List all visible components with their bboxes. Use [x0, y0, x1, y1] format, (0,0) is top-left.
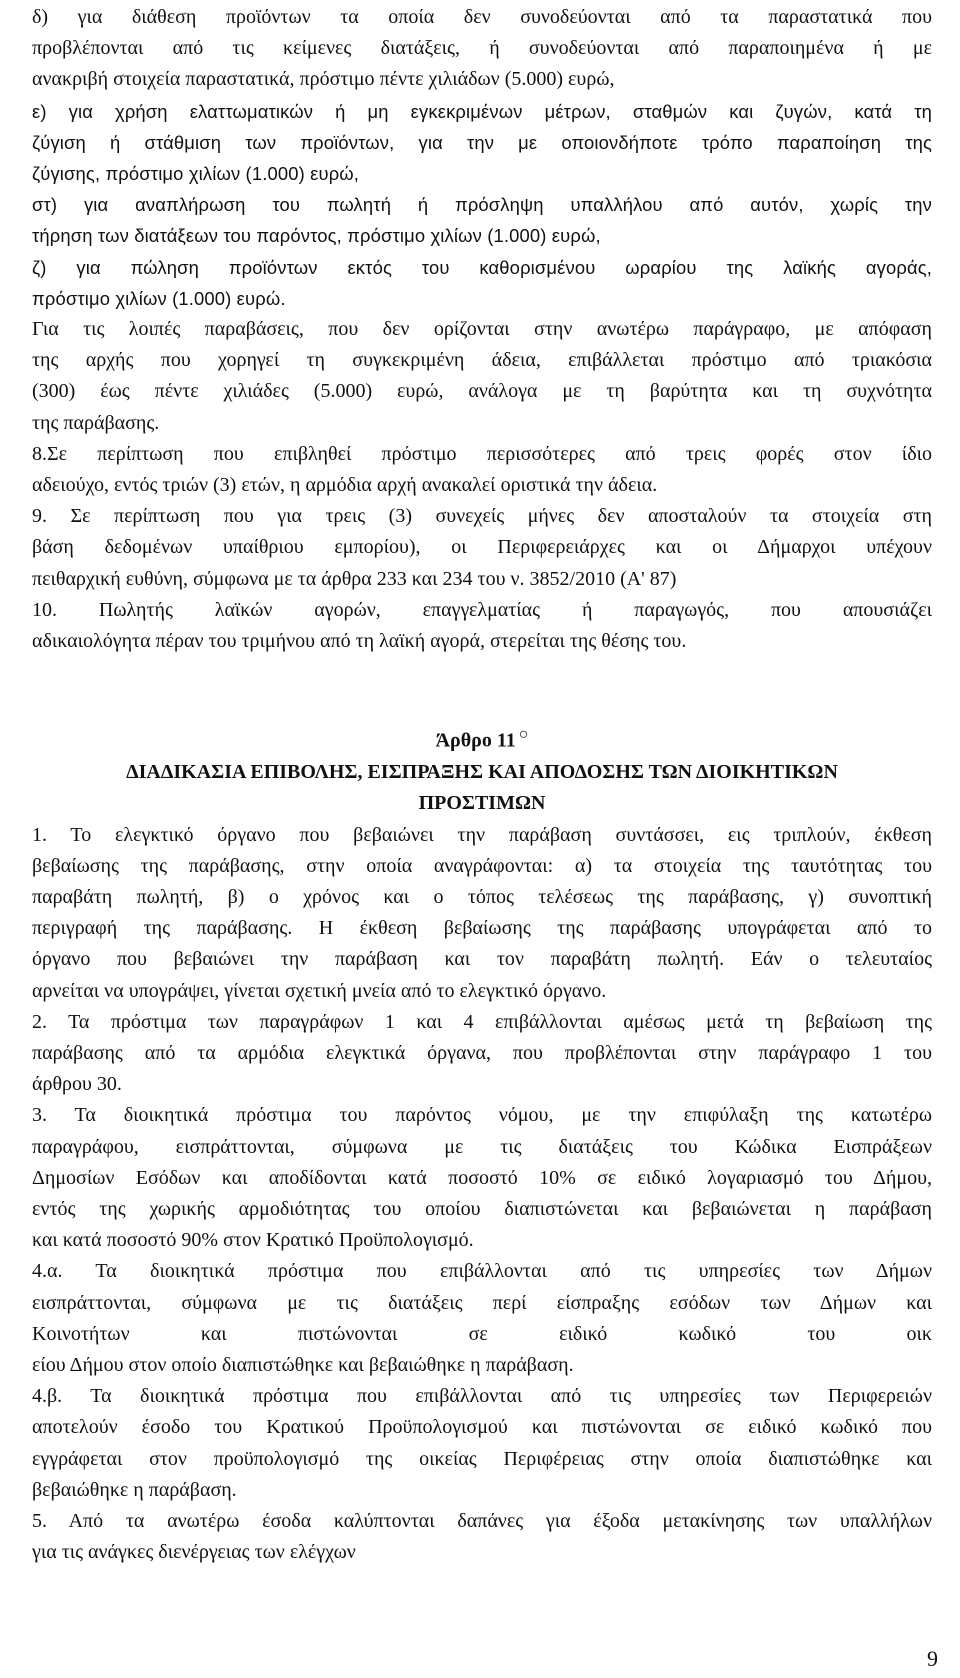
paragraph-a4a [32, 1256, 932, 1381]
text-line: εισπράττονται, σύμφωνα με τις διατάξεις περί είσπραξης εσόδων των Δήμων και [32, 1291, 932, 1314]
text-line: 8.Σε περίπτωση που επιβληθεί πρόστιμο περισσότερες από τρεις φορές στον ίδιο [32, 442, 932, 465]
text-line: ανακριβή στοιχεία παραστατικά, πρόστιμο πέντε χιλιάδων (5.000) ευρώ, [32, 68, 615, 91]
document-body [32, 2, 932, 1568]
paragraph-other [32, 314, 932, 439]
text-line: βεβαιώθηκε η παράβαση. [32, 1478, 237, 1501]
text-line: εντός της χωρικής αρμοδιότητας του οποίου διαπιστώνεται και βεβαιώνεται η παράβαση [32, 1197, 932, 1220]
text-line: είου Δήμου στον οποίο διαπιστώθηκε και βεβαιώθηκε η παράβαση. [32, 1353, 574, 1376]
text-line: 4.α. Τα διοικητικά πρόστιμα που επιβάλλονται από τις υπηρεσίες των Δήμων [32, 1260, 932, 1283]
text-line: Δημοσίων Εσόδων και αποδίδονται κατά ποσοστό 10% σε ειδικό λογαριασμό του Δήμου, [32, 1166, 932, 1189]
paragraph-st [32, 189, 932, 251]
text-line: στ) για αναπλήρωση του πωλητή ή πρόσληψη υπαλλήλου από αυτόν, χωρίς την [32, 194, 932, 216]
text-line: πρόστιμο χιλίων (1.000) ευρώ. [32, 287, 286, 309]
paragraphs-article [32, 820, 932, 1569]
article-title: Άρθρο 11 ○ [435, 726, 529, 752]
text-line: όργανο που βεβαιώνει την παράβαση και τον παραβάτη πωλητή. Εάν ο τελευταίος [32, 948, 932, 971]
paragraph-p10 [32, 595, 932, 657]
paragraph-z [32, 252, 932, 314]
text-line: περιγραφή της παράβασης. Η έκθεση βεβαίωσης της παράβασης υπογράφεται από το [32, 917, 932, 940]
text-line: της παράβασης. [32, 411, 160, 434]
paragraphs-top [32, 2, 932, 657]
text-line: για τις ανάγκες διενέργειας των ελέγχων [32, 1541, 356, 1564]
paragraph-a3 [32, 1100, 932, 1256]
paragraph-p9 [32, 501, 932, 595]
paragraph-a5 [32, 1506, 932, 1568]
text-line: πειθαρχική ευθύνη, σύμφωνα με τα άρθρα 233 και 234 του ν. 3852/2010 (Α' 87) [32, 567, 677, 590]
text-line: βεβαίωσης της παράβασης, στην οποία αναγράφονται: α) τα στοιχεία της ταυτότητας του [32, 854, 932, 877]
text-line: αδικαιολόγητα πέραν του τριμήνου από τη λαϊκή αγορά, στερείται της θέσης του. [32, 630, 687, 653]
article-subtitle-continued: ΠΡΟΣΤΙΜΩΝ [418, 792, 546, 815]
text-line: δ) για διάθεση προϊόντων τα οποία δεν συνοδεύονται από τα παραστατικά που [32, 6, 932, 28]
article-subtitle: ΔΙΑΔΙΚΑΣΙΑ ΕΠΙΒΟΛΗΣ, ΕΙΣΠΡΑΞΗΣ ΚΑΙ ΑΠΟΔΟΣΗΣ ΤΩΝ ΔΙΟΙΚΗΤΙΚΩΝ [126, 761, 838, 784]
text-line: παράβασης από τα αρμόδια ελεγκτικά όργανα, που προβλέπονται στην παράγραφο 1 του [32, 1041, 932, 1064]
paragraph-a2 [32, 1007, 932, 1101]
text-line: προβλέπονται από τις κείμενες διατάξεις, ή συνοδεύονται από παραποιημένα ή με [32, 37, 932, 60]
text-line: αρνείται να υπογράψει, γίνεται σχετική μνεία από το ελεγκτικό όργανο. [32, 979, 607, 1002]
text-line: (300) έως πέντε χιλιάδες (5.000) ευρώ, ανάλογα με τη βαρύτητα και τη συχνότητα [32, 380, 932, 403]
paragraph-e [32, 96, 932, 190]
text-line: ε) για χρήση ελαττωματικών ή μη εγκεκριμένων μέτρων, σταθμών και ζυγών, κατά τη [32, 100, 932, 122]
text-line: 9. Σε περίπτωση που για τρεις (3) συνεχείς μήνες δεν αποσταλούν τα στοιχεία στη [32, 505, 932, 528]
section-gap [32, 657, 932, 719]
text-line: παραγράφου, εισπράττονται, σύμφωνα με τις διατάξεις του Κώδικα Εισπράξεων [32, 1135, 932, 1158]
paragraph-p8 [32, 439, 932, 501]
text-line: 4.β. Τα διοικητικά πρόστιμα που επιβάλλονται από τις υπηρεσίες των Περιφερειών [32, 1385, 932, 1408]
text-line: 10. Πωλητής λαϊκών αγορών, επαγγελματίας ή παραγωγός, που απουσιάζει [32, 598, 932, 621]
text-line: αποτελούν έσοδο του Κρατικού Προϋπολογισμού και πιστώνονται σε ειδικό κωδικό που [32, 1416, 932, 1439]
page-number: 9 [927, 1646, 938, 1671]
text-line: εγγράφεται στον προϋπολογισμό της οικείας Περιφέρειας στην οποία διαπιστώθηκε και [32, 1447, 932, 1470]
text-line: Κοινοτήτων και πιστώνονται σε ειδικό κωδικό του οικ [32, 1322, 932, 1345]
text-line: 3. Τα διοικητικά πρόστιμα του παρόντος νόμου, με την επιφύλαξη της κατωτέρω [32, 1104, 932, 1127]
paragraph-d [32, 2, 932, 96]
text-line: παραβάτη πωλητή, β) ο χρόνος και ο τόπος τελέσεως της παράβασης, γ) συνοπτική [32, 885, 932, 908]
paragraph-a4b [32, 1381, 932, 1506]
text-line: τήρηση των διατάξεων του παρόντος, πρόστιμο χιλίων (1.000) ευρώ, [32, 225, 601, 247]
text-line: άρθρου 30. [32, 1073, 122, 1096]
text-line: Για τις λοιπές παραβάσεις, που δεν ορίζονται στην ανωτέρω παράγραφο, με απόφαση [32, 318, 932, 341]
text-line: 1. Το ελεγκτικό όργανο που βεβαιώνει την παράβαση συντάσσει, εις τριπλούν, έκθεση [32, 823, 932, 846]
text-line: της αρχής που χορηγεί τη συγκεκριμένη άδεια, επιβάλλεται πρόστιμο από τριακόσια [32, 349, 932, 372]
text-line: 2. Τα πρόστιμα των παραγράφων 1 και 4 επιβάλλονται αμέσως μετά τη βεβαίωση της [32, 1010, 932, 1033]
text-line: αδειούχο, εντός τριών (3) ετών, η αρμόδια αρχή ανακαλεί οριστικά την άδεια. [32, 474, 658, 497]
text-line: 5. Από τα ανωτέρω έσοδα καλύπτονται δαπάνες για έξοδα μετακίνησης των υπαλλήλων [32, 1510, 932, 1532]
paragraph-a1 [32, 820, 932, 1007]
text-line: ζύγισης, πρόστιμο χιλίων (1.000) ευρώ, [32, 163, 360, 185]
ordinal-mark-icon: ○ [518, 726, 529, 744]
text-line: ζύγιση ή στάθμιση των προϊόντων, για την με οποιονδήποτε τρόπο παραποίηση της [32, 131, 932, 153]
text-line: βάση δεδομένων υπαίθριου εμπορίου), οι Περιφερειάρχες και οι Δήμαρχοι υπέχουν [32, 536, 932, 559]
text-line: ζ) για πώληση προϊόντων εκτός του καθορισμένου ωραρίου της λαϊκής αγοράς, [32, 256, 932, 278]
text-line: και κατά ποσοστό 90% στον Κρατικό Προϋπολογισμό. [32, 1229, 474, 1252]
